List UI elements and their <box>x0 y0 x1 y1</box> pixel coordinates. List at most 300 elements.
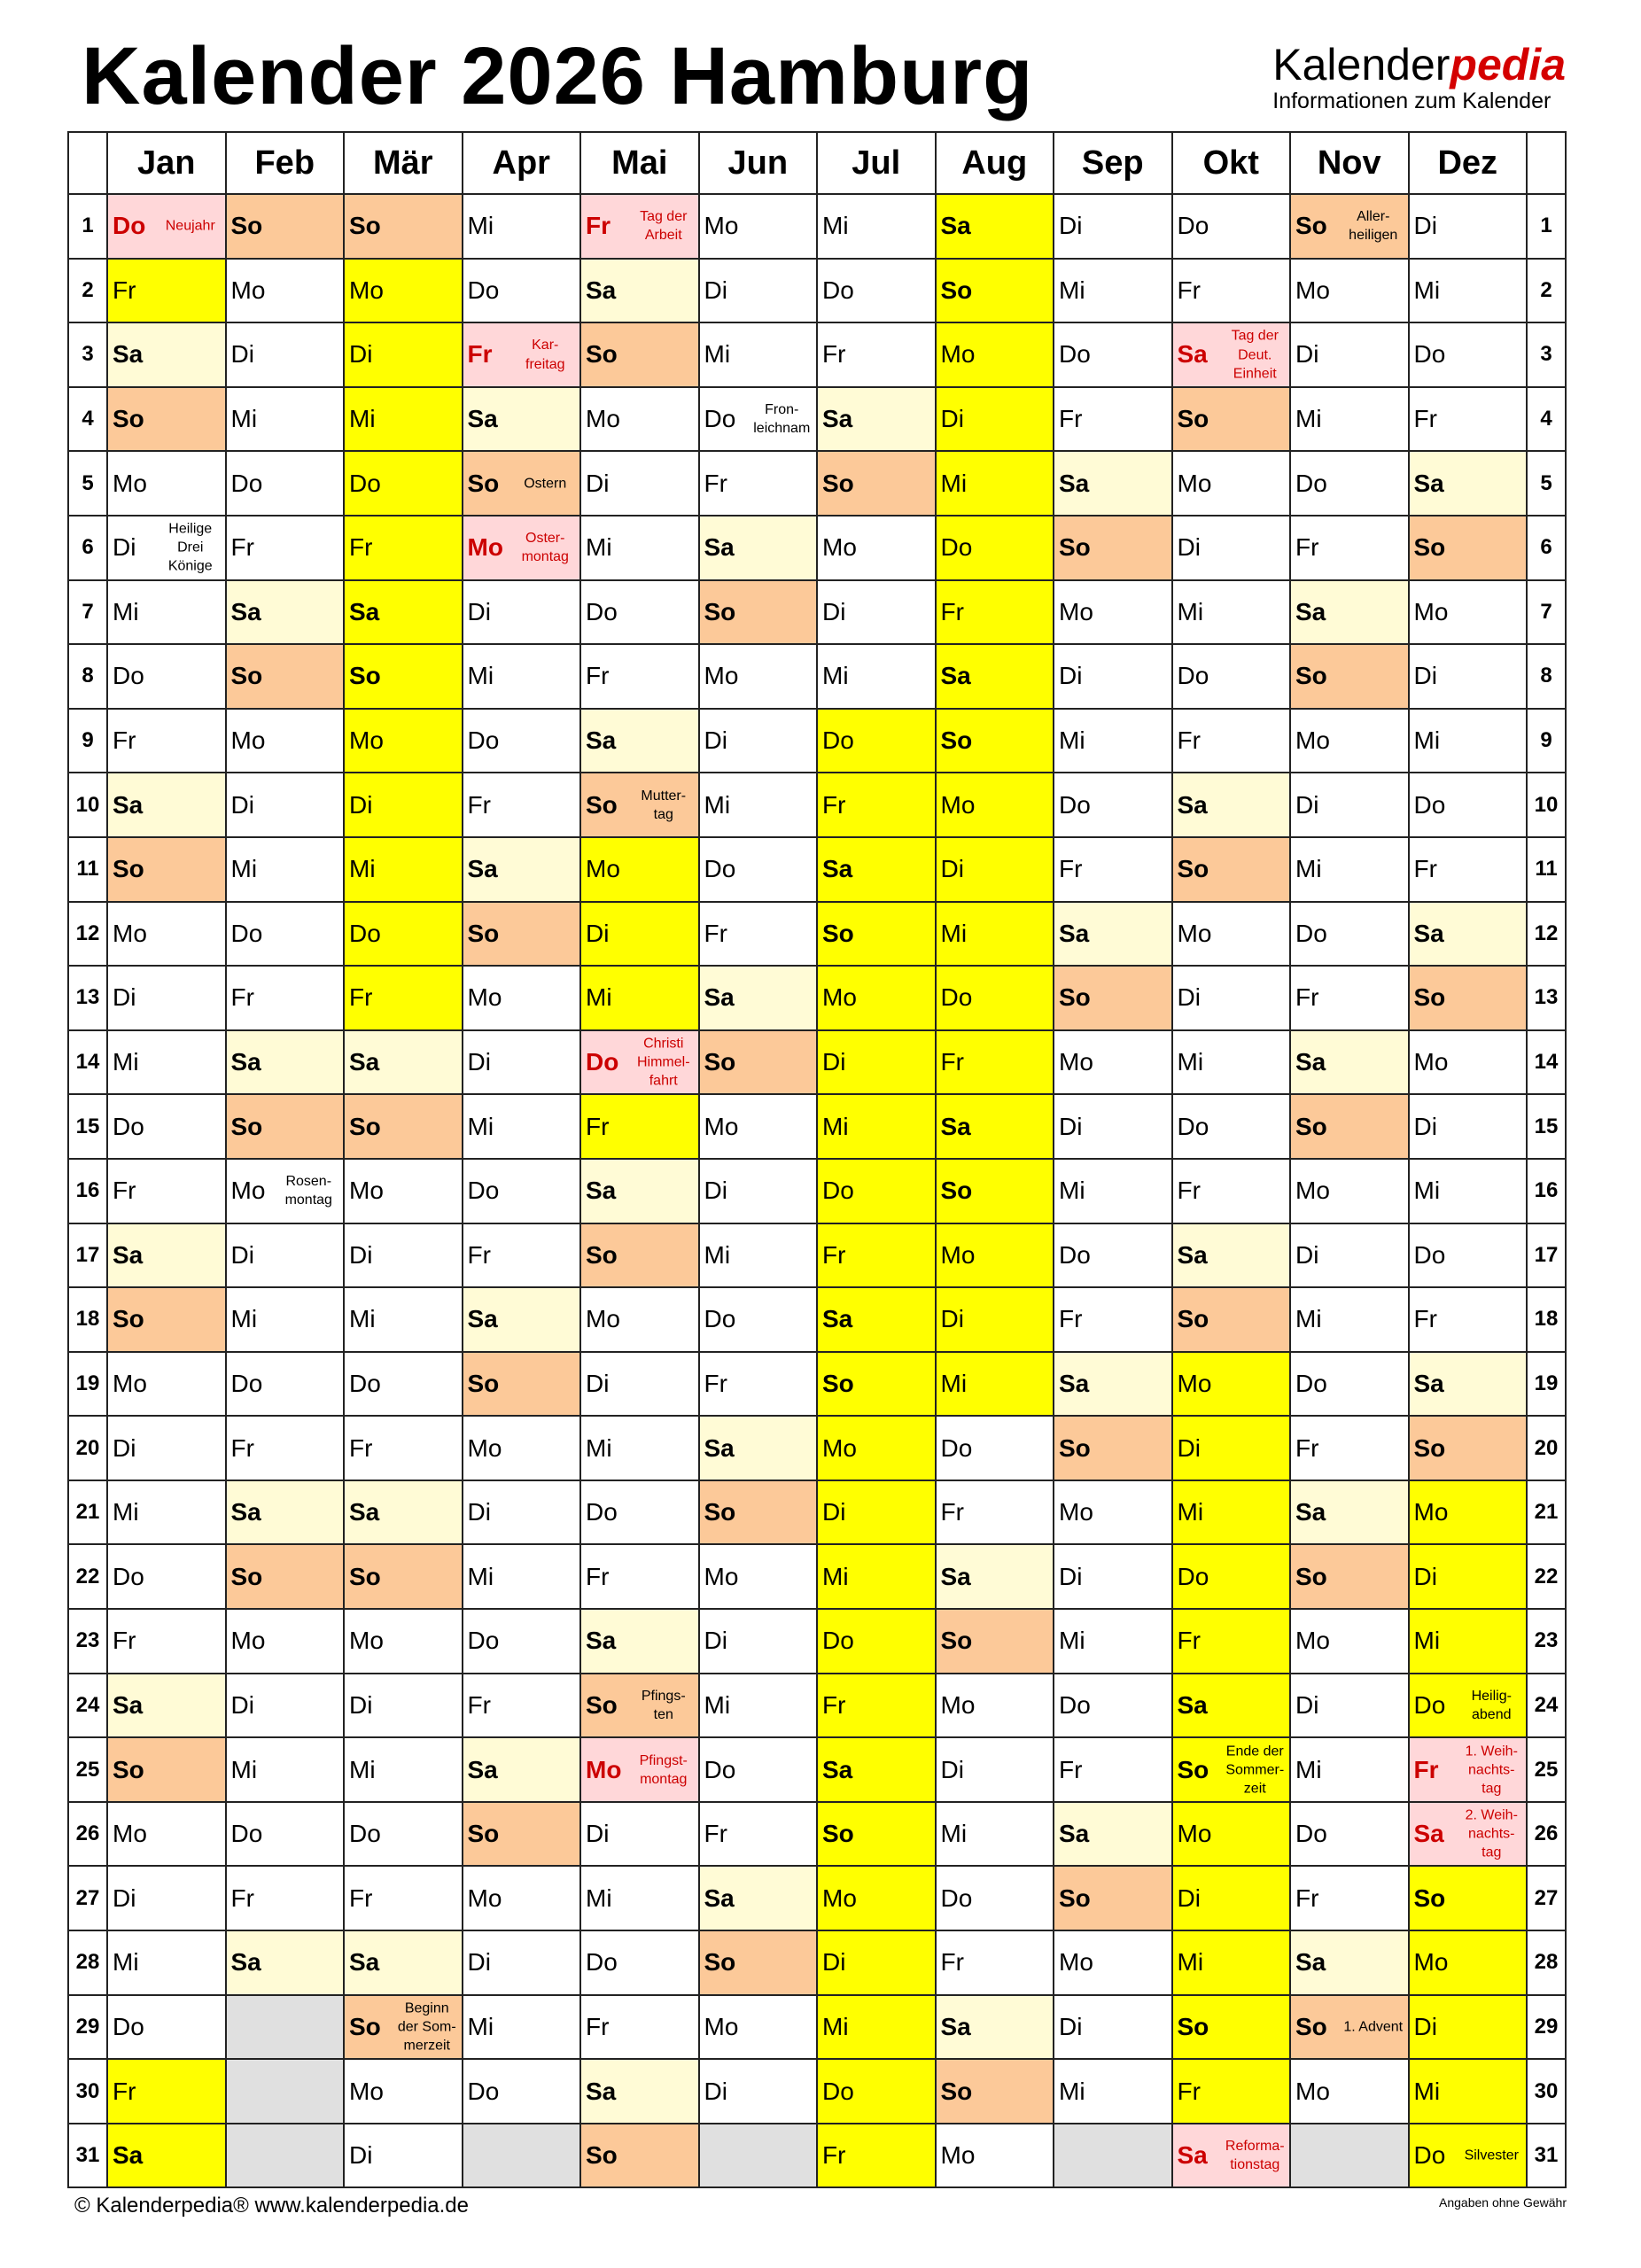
day-cell <box>463 387 581 452</box>
weekday-label: Mi <box>349 1755 376 1783</box>
day-cell <box>817 1609 936 1674</box>
weekday-label: Di <box>1413 1112 1437 1140</box>
weekday-label: Mi <box>940 1820 968 1848</box>
month-header: Apr <box>463 132 581 194</box>
weekday-label: Fr <box>113 1177 136 1205</box>
weekday-label: Do <box>940 983 973 1012</box>
weekday-label: Mo <box>1059 1498 1093 1526</box>
weekday-label: So <box>822 1820 854 1848</box>
holiday-label: Oster- montag <box>521 531 569 565</box>
weekday-label: Fr <box>822 340 846 369</box>
weekday-label: Mo <box>940 1690 976 1719</box>
weekday-label: Di <box>1177 1884 1201 1912</box>
event-note: Rosen- montag <box>284 1174 332 1208</box>
weekday-label: So <box>1059 1433 1091 1462</box>
day-cell <box>1172 1609 1291 1674</box>
day-cell <box>936 1674 1054 1738</box>
event-note: Ostern <box>524 476 567 492</box>
weekday-label: So <box>822 919 854 947</box>
day-number-left: 3 <box>68 322 107 387</box>
weekday-label: Do <box>1177 212 1209 240</box>
weekday-label: Di <box>1059 1562 1083 1590</box>
weekday-label: Fr <box>704 919 727 947</box>
day-cell <box>1409 902 1528 967</box>
event-note: Beginn der Som- merzeit <box>397 2000 456 2054</box>
weekday-label: Fr <box>467 1240 491 1269</box>
weekday-label: Di <box>1413 662 1437 690</box>
day-cell <box>936 1995 1054 2060</box>
day-cell <box>1409 1930 1528 1995</box>
day-cell <box>107 1866 226 1930</box>
weekday-label: Sa <box>822 405 853 433</box>
day-cell <box>817 387 936 452</box>
day-cell <box>699 1995 818 2060</box>
weekday-label: Mi <box>1413 276 1441 304</box>
weekday-label: Sa <box>940 212 971 240</box>
day-cell <box>1409 387 1528 452</box>
weekday-label: Sa <box>586 276 617 304</box>
weekday-label: Do <box>467 2077 500 2105</box>
day-cell <box>580 1930 699 1995</box>
day-cell <box>107 1223 226 1288</box>
day-cell <box>226 259 345 323</box>
day-cell <box>1054 709 1172 773</box>
day-cell <box>936 1287 1054 1352</box>
weekday-label: Do <box>586 1948 618 1977</box>
day-cell <box>1409 322 1528 387</box>
day-number-left: 23 <box>68 1609 107 1674</box>
calendar-table <box>67 131 1567 2188</box>
weekday-label: So <box>586 1240 618 1269</box>
day-cell <box>1054 451 1172 516</box>
day-cell <box>580 1159 699 1223</box>
weekday-label: Do <box>230 1369 263 1397</box>
day-cell <box>226 1416 345 1480</box>
weekday-label: Di <box>1413 212 1437 240</box>
holiday-label: Reforma- tionstag <box>1225 2139 1285 2173</box>
weekday-label: Fr <box>113 1627 136 1655</box>
weekday-label: Sa <box>704 533 735 562</box>
weekday-label: Di <box>822 1048 846 1076</box>
event-note: Fron- leichnam <box>753 401 811 437</box>
day-cell <box>1054 580 1172 645</box>
day-cell <box>463 1159 581 1223</box>
weekday-label: Fr <box>1413 1305 1437 1333</box>
weekday-label: Do <box>349 469 381 497</box>
day-number-left: 7 <box>68 580 107 645</box>
day-row <box>68 194 1566 259</box>
day-cell <box>580 387 699 452</box>
day-row <box>68 1544 1566 1609</box>
weekday-label: Do <box>1295 919 1327 947</box>
weekday-label: So <box>940 2077 973 2105</box>
day-number-right: 28 <box>1527 1930 1566 1995</box>
event-note: 1. Advent <box>1343 2019 1404 2035</box>
weekday-label: Mi <box>1295 1755 1322 1783</box>
day-cell <box>226 1159 345 1223</box>
day-cell <box>1054 644 1172 709</box>
day-cell <box>463 1287 581 1352</box>
weekday-label: Mo <box>1295 276 1330 304</box>
day-cell <box>817 773 936 837</box>
weekday-label: Di <box>230 790 254 819</box>
day-cell <box>1409 1030 1528 1095</box>
day-cell <box>1172 1159 1291 1223</box>
day-number-right: 5 <box>1527 451 1566 516</box>
day-cell <box>344 1030 463 1095</box>
weekday-label: Do <box>113 1562 144 1590</box>
day-number-left: 9 <box>68 709 107 773</box>
weekday-label: Fr <box>704 1369 727 1397</box>
day-cell <box>1172 1416 1291 1480</box>
weekday-label: So <box>704 1048 736 1076</box>
weekday-label: Mo <box>113 469 147 497</box>
day-number-left: 19 <box>68 1352 107 1417</box>
day-cell <box>107 387 226 452</box>
month-header: Jul <box>817 132 936 194</box>
day-cell <box>463 1030 581 1095</box>
weekday-label: So <box>230 212 263 240</box>
weekday-label: Mi <box>230 1305 258 1333</box>
day-cell <box>580 1094 699 1159</box>
day-row <box>68 1866 1566 1930</box>
day-row <box>68 773 1566 837</box>
weekday-label: Sa <box>349 1498 380 1526</box>
weekday-label: Sa <box>1177 2141 1208 2170</box>
weekday-label: So <box>230 1562 263 1590</box>
day-cell <box>580 194 699 259</box>
day-cell <box>699 709 818 773</box>
day-cell <box>1409 1480 1528 1545</box>
day-cell <box>1409 773 1528 837</box>
day-cell <box>1172 966 1291 1030</box>
weekday-label: So <box>1177 855 1209 883</box>
day-number-left: 22 <box>68 1544 107 1609</box>
weekday-label: Mi <box>586 983 612 1012</box>
day-cell <box>344 1544 463 1609</box>
weekday-label: Di <box>704 1177 727 1205</box>
weekday-label: Mo <box>1413 1048 1449 1076</box>
weekday-label: Fr <box>1295 1433 1319 1462</box>
day-cell <box>463 1674 581 1738</box>
weekday-label: Fr <box>349 1433 373 1462</box>
weekday-label: So <box>586 2141 618 2170</box>
weekday-label: Sa <box>1177 1690 1208 1719</box>
day-cell <box>699 1609 818 1674</box>
day-cell <box>1409 1674 1528 1738</box>
weekday-label: Do <box>940 533 973 562</box>
weekday-label: Mo <box>586 855 620 883</box>
weekday-label: Di <box>230 1240 254 1269</box>
day-number-left: 5 <box>68 451 107 516</box>
day-cell <box>1054 1737 1172 1802</box>
day-cell <box>580 1737 699 1802</box>
day-cell <box>1290 1802 1409 1867</box>
weekday-label: Sa <box>467 405 498 433</box>
month-header: Mai <box>580 132 699 194</box>
day-number-left: 10 <box>68 773 107 837</box>
day-cell <box>107 1094 226 1159</box>
day-cell <box>1054 2059 1172 2124</box>
day-cell <box>344 194 463 259</box>
day-cell <box>107 451 226 516</box>
weekday-label: Di <box>1177 1433 1201 1462</box>
weekday-label: Sa <box>349 1948 380 1977</box>
day-cell <box>1409 1866 1528 1930</box>
day-cell <box>226 1930 345 1995</box>
weekday-label: Di <box>1295 340 1319 369</box>
day-cell <box>817 1223 936 1288</box>
day-cell <box>1409 1352 1528 1417</box>
day-cell <box>936 1159 1054 1223</box>
brand-name <box>1272 40 1566 89</box>
weekday-label: Mi <box>1413 726 1441 755</box>
day-number-right: 30 <box>1527 2059 1566 2124</box>
day-cell <box>1054 1416 1172 1480</box>
event-note: Aller- heiligen <box>1349 209 1398 244</box>
day-cell <box>463 1094 581 1159</box>
weekday-label: Fr <box>113 2077 136 2105</box>
weekday-label: Do <box>113 2012 144 2040</box>
weekday-label: Mo <box>1295 2077 1330 2105</box>
day-cell <box>226 1995 345 2060</box>
weekday-label: Fr <box>1413 1755 1439 1783</box>
month-header: Feb <box>226 132 345 194</box>
day-cell <box>1172 644 1291 709</box>
month-header: Sep <box>1054 132 1172 194</box>
day-cell <box>1290 580 1409 645</box>
weekday-label: Do <box>113 1112 144 1140</box>
day-cell <box>1290 1544 1409 1609</box>
weekday-label: Fr <box>1177 276 1201 304</box>
day-cell <box>1290 902 1409 967</box>
day-cell <box>1172 1737 1291 1802</box>
weekday-label: Mo <box>113 919 147 947</box>
weekday-label: Sa <box>822 1305 853 1333</box>
day-row <box>68 259 1566 323</box>
header-corner-left <box>68 132 107 194</box>
weekday-label: Mo <box>1413 1498 1449 1526</box>
day-cell <box>936 1802 1054 1867</box>
weekday-label: Do <box>1413 2141 1446 2170</box>
weekday-label: Di <box>704 726 727 755</box>
day-number-left: 28 <box>68 1930 107 1995</box>
weekday-label: Do <box>586 1048 619 1076</box>
day-cell <box>936 644 1054 709</box>
weekday-label: Di <box>940 1305 964 1333</box>
day-cell <box>344 1223 463 1288</box>
weekday-label: Fr <box>113 726 136 755</box>
day-cell <box>699 1802 818 1867</box>
day-cell <box>344 902 463 967</box>
weekday-label: Sa <box>940 2012 971 2040</box>
day-cell <box>107 966 226 1030</box>
weekday-label: So <box>1413 1884 1446 1912</box>
day-cell <box>699 1674 818 1738</box>
weekday-label: Di <box>467 1498 491 1526</box>
day-cell <box>936 2124 1054 2188</box>
day-cell <box>580 1995 699 2060</box>
day-cell <box>699 259 818 323</box>
weekday-label: Mi <box>586 1884 612 1912</box>
day-number-right: 29 <box>1527 1995 1566 2060</box>
day-row <box>68 1674 1566 1738</box>
day-cell <box>817 709 936 773</box>
day-row <box>68 1094 1566 1159</box>
event-note: Silvester <box>1464 2148 1519 2163</box>
day-cell <box>1172 516 1291 580</box>
weekday-label: Di <box>1177 533 1201 562</box>
day-cell <box>817 194 936 259</box>
weekday-label: Do <box>1059 1240 1091 1269</box>
weekday-label: Mi <box>1413 2077 1441 2105</box>
weekday-label: Mo <box>586 1755 622 1783</box>
weekday-label: Mo <box>704 1112 739 1140</box>
day-cell <box>580 1287 699 1352</box>
day-cell <box>699 1094 818 1159</box>
day-cell <box>580 1674 699 1738</box>
day-cell <box>344 451 463 516</box>
day-cell <box>344 1416 463 1480</box>
day-number-left: 6 <box>68 516 107 580</box>
weekday-label: Fr <box>230 1433 254 1462</box>
day-cell <box>936 516 1054 580</box>
weekday-label: Di <box>586 919 610 947</box>
holiday-label: Neujahr <box>165 218 215 234</box>
day-number-left: 14 <box>68 1030 107 1095</box>
footer-disclaimer: Angaben ohne Gewähr <box>1439 2195 1567 2210</box>
day-cell <box>580 2124 699 2188</box>
day-cell <box>1290 1930 1409 1995</box>
weekday-label: Fr <box>586 212 611 240</box>
weekday-label: Mo <box>467 533 503 562</box>
weekday-label: Do <box>822 276 854 304</box>
day-number-right: 13 <box>1527 966 1566 1030</box>
day-cell <box>463 259 581 323</box>
weekday-label: Fr <box>1059 405 1083 433</box>
day-cell <box>1054 1802 1172 1867</box>
weekday-label: Do <box>1295 1369 1327 1397</box>
weekday-label: So <box>940 1177 973 1205</box>
weekday-label: Mo <box>230 276 266 304</box>
weekday-label: Sa <box>113 2141 144 2170</box>
weekday-label: Mi <box>940 919 968 947</box>
holiday-label: 2. Weih- nachts- tag <box>1465 1807 1518 1860</box>
weekday-label: Fr <box>1413 405 1437 433</box>
weekday-label: Sa <box>586 726 617 755</box>
weekday-label: So <box>1059 1884 1091 1912</box>
weekday-label: Mi <box>1059 2077 1085 2105</box>
weekday-label: Mi <box>822 1112 849 1140</box>
weekday-label: Sa <box>230 597 261 625</box>
weekday-label: Do <box>822 2077 854 2105</box>
weekday-label: Fr <box>586 1112 610 1140</box>
day-cell <box>936 1737 1054 1802</box>
day-cell <box>1172 1544 1291 1609</box>
weekday-label: So <box>1177 2012 1209 2040</box>
day-cell <box>463 966 581 1030</box>
day-cell <box>1409 709 1528 773</box>
day-cell <box>1054 194 1172 259</box>
weekday-label: Fr <box>349 1884 373 1912</box>
day-number-left: 4 <box>68 387 107 452</box>
day-cell <box>699 516 818 580</box>
weekday-label: Sa <box>230 1948 261 1977</box>
day-cell <box>1290 644 1409 709</box>
weekday-label: Di <box>704 276 727 304</box>
day-cell <box>463 1866 581 1930</box>
day-cell <box>344 322 463 387</box>
day-cell <box>817 2124 936 2188</box>
day-cell <box>1172 1287 1291 1352</box>
weekday-label: Sa <box>1177 790 1208 819</box>
day-cell <box>1290 1223 1409 1288</box>
weekday-label: Di <box>349 790 373 819</box>
weekday-label: Di <box>113 983 136 1012</box>
weekday-label: Di <box>230 340 254 369</box>
weekday-label: Fr <box>940 1948 964 1977</box>
day-row <box>68 2124 1566 2188</box>
day-cell <box>463 902 581 967</box>
day-cell <box>817 259 936 323</box>
day-cell <box>1290 2124 1409 2188</box>
day-cell <box>699 1866 818 1930</box>
weekday-label: So <box>467 919 500 947</box>
weekday-label: Do <box>230 469 263 497</box>
day-cell <box>107 1544 226 1609</box>
weekday-label: Di <box>1059 2012 1083 2040</box>
day-cell <box>344 1674 463 1738</box>
day-number-left: 11 <box>68 837 107 902</box>
weekday-label: Fr <box>349 983 373 1012</box>
day-cell <box>580 1544 699 1609</box>
weekday-label: Di <box>1295 790 1319 819</box>
weekday-label: So <box>586 1690 618 1719</box>
weekday-label: Mo <box>704 2012 739 2040</box>
day-row <box>68 322 1566 387</box>
month-header-row <box>68 132 1566 194</box>
day-cell <box>580 259 699 323</box>
weekday-label: Mi <box>467 662 494 690</box>
day-cell <box>1409 516 1528 580</box>
day-cell <box>344 516 463 580</box>
day-cell <box>463 2059 581 2124</box>
day-cell <box>699 1352 818 1417</box>
day-cell <box>226 387 345 452</box>
weekday-label: Mo <box>1059 1048 1093 1076</box>
day-cell <box>463 516 581 580</box>
weekday-label: Mi <box>704 790 731 819</box>
day-cell <box>580 580 699 645</box>
weekday-label: Do <box>230 919 263 947</box>
day-cell <box>817 2059 936 2124</box>
weekday-label: Do <box>113 212 146 240</box>
day-cell <box>463 837 581 902</box>
weekday-label: Di <box>940 1755 964 1783</box>
weekday-label: Mo <box>704 212 739 240</box>
day-cell <box>580 1352 699 1417</box>
weekday-label: Do <box>349 1369 381 1397</box>
weekday-label: Mi <box>822 1562 849 1590</box>
day-cell <box>699 1737 818 1802</box>
day-number-left: 2 <box>68 259 107 323</box>
day-cell <box>1409 1416 1528 1480</box>
day-number-left: 26 <box>68 1802 107 1867</box>
weekday-label: Do <box>1177 1112 1209 1140</box>
weekday-label: Di <box>230 1690 254 1719</box>
day-cell <box>1290 451 1409 516</box>
day-number-right: 7 <box>1527 580 1566 645</box>
